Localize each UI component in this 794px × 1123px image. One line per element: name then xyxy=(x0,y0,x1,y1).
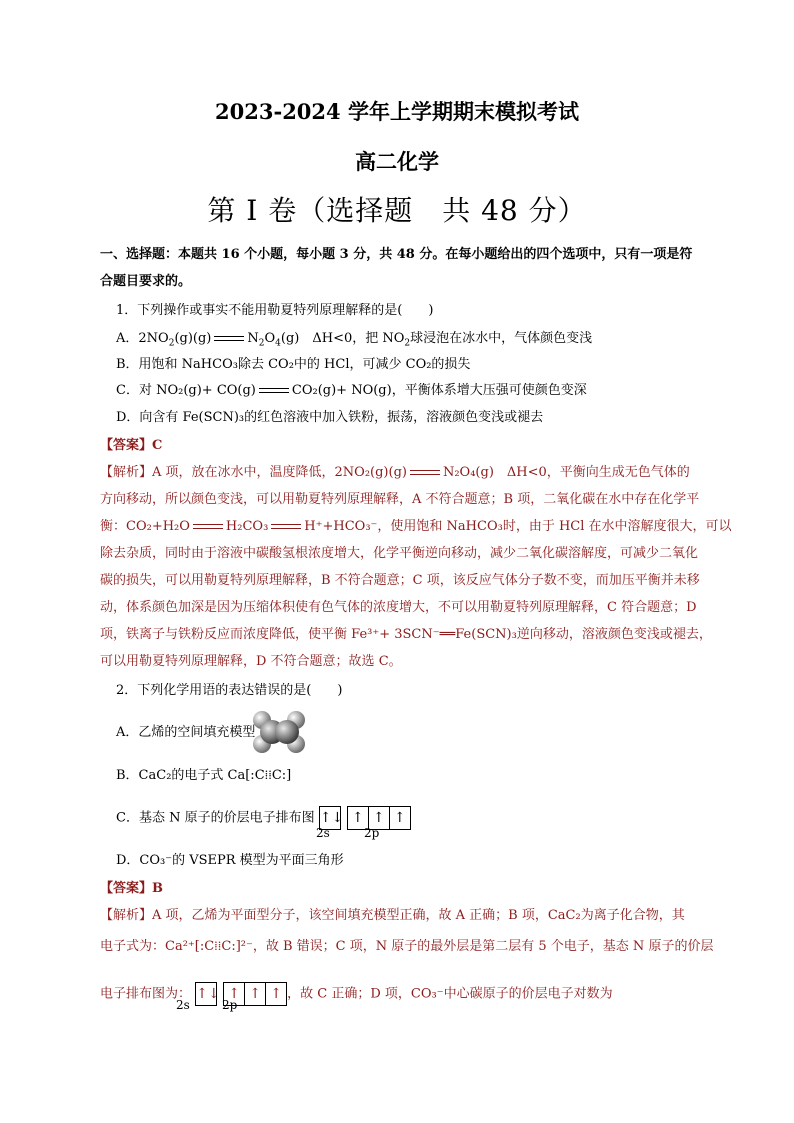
q2-option-c: C．基态 N 原子的价层电子排布图 ↑↓ ↑ ↑ ↑ xyxy=(116,806,736,830)
label-2s: 2s xyxy=(316,826,330,840)
q1-explanation-7: 项，铁离子与铁粉反应而浓度降低，使平衡 Fe³⁺+ 3SCN⁻══Fe(SCN)₃逆向移动，溶液颜色变浅或褪去， xyxy=(100,627,712,642)
q2-explanation-3: 电子排布图为： ↑↓ ↑ ↑ ↑ ，故 C 正确；D 项，CO₃⁻中心碳原子的价层电子对数为 xyxy=(100,982,720,1006)
orbital-2s: ↑↓ xyxy=(196,986,220,1002)
q2-option-a: A．乙烯的空间填充模型 xyxy=(116,725,256,740)
q1-option-a: A．$2NO_2(g)(g)$ $N_2O_4(g)$ ΔH<0，把 $NO_2$球浸泡在冰水中，气体颜色变浅 xyxy=(116,331,593,349)
q1-option-b: B．用饱和 NaHCO₃除去 CO₂中的 HCl，可减少 CO₂的损失 xyxy=(116,357,471,372)
orbital-2p-2: ↑ xyxy=(245,983,266,1005)
q2-option-d: D．CO₃⁻的 VSEPR 模型为平面三角形 xyxy=(116,853,344,868)
q2-stem: 2．下列化学用语的表达错误的是( ) xyxy=(116,683,343,698)
equilibrium-arrow-icon xyxy=(259,387,289,395)
label-2p: 2p xyxy=(364,826,380,840)
q1-explanation-3: 衡：CO₂+H₂O H₂CO₃ H⁺+HCO₃⁻，使用饱和 NaHCO₃时，由于 HCl 在水中溶解度很大，可以 xyxy=(100,519,732,534)
orbital-2p-2: ↑ xyxy=(369,807,390,829)
q1-explanation-2: 方向移动，所以颜色变浅，可以用勒夏特列原理解释，A 不符合题意；B 项，二氧化碳在水中存在化学平 xyxy=(100,492,700,507)
q1-option-d: D．向含有 Fe(SCN)₃的红色溶液中加入铁粉，振荡，溶液颜色变浅或褪去 xyxy=(116,410,544,425)
q2-explanation-2: 电子式为：Ca²⁺[:C⁞⁞C:]²⁻，故 B 错误；C 项，N 原子的最外层是第二层有 5 个电子，基态 N 原子的价层 xyxy=(100,939,714,954)
q1-option-c: C．对 NO₂(g)+ CO(g) CO₂(g)+ NO(g)，平衡体系增大压强可使颜色变深 xyxy=(116,383,587,398)
equilibrium-arrow-icon xyxy=(410,469,440,477)
q1-explanation-1: 【解析】A 项，放在冰水中，温度降低，2NO₂(g)(g) N₂O₄(g) ΔH<0，平衡向生成无色气体的 xyxy=(100,465,690,480)
equilibrium-arrow-icon xyxy=(271,523,301,531)
instructions-line-1: 一、选择题：本题共 16 个小题，每小题 3 分，共 48 分。在每小题给出的四个选项中，只有一项是符 xyxy=(100,247,693,262)
ethylene-space-filling-model-icon xyxy=(250,708,310,756)
q2-option-b: B．CaC₂的电子式 Ca[:C⁞⁞C:] xyxy=(116,768,292,783)
q2-explanation-1: 【解析】A 项，乙烯为平面型分子，该空间填充模型正确，故 A 正确；B 项，CaC₂为离子化合物，其 xyxy=(100,908,685,923)
q1-explanation-4: 除去杂质，同时由于溶液中碳酸氢根浓度增大，化学平衡逆向移动，减少二氧化碳溶解度，可减少二氧化 xyxy=(100,546,699,561)
exam-title: 2023-2024 学年上学期期末模拟考试 xyxy=(215,99,579,124)
label-2p: 2p xyxy=(222,998,238,1012)
equilibrium-arrow-icon xyxy=(193,523,223,531)
section-title: 第 I 卷（选择题 共 48 分） xyxy=(207,194,587,227)
exam-subject: 高二化学 xyxy=(355,149,439,174)
orbital-2p-3: ↑ xyxy=(393,810,406,826)
label-2s: 2s xyxy=(176,998,190,1012)
orbital-2p-3: ↑ xyxy=(270,986,283,1002)
q1-explanation-8: 可以用勒夏特列原理解释，D 不符合题意；故选 C。 xyxy=(100,654,402,669)
q2-answer: 【答案】B xyxy=(100,881,163,896)
orbital-2p-1: ↑ xyxy=(348,807,369,829)
instructions-line-2: 合题目要求的。 xyxy=(100,274,192,289)
orbital-2s: ↑↓ xyxy=(319,810,344,826)
orbital-2p-1: ↑ xyxy=(224,983,245,1005)
orbital-diagram xyxy=(195,982,220,1006)
q1-answer: 【答案】C xyxy=(100,438,163,453)
equilibrium-arrow-icon xyxy=(214,335,244,343)
q1-stem: 1．下列操作或事实不能用勒夏特列原理解释的是( ) xyxy=(116,303,434,318)
q1-explanation-6: 动，体系颜色加深是因为压缩体积使有色气体的浓度增大，不可以用勒夏特列原理解释，C 符合题意；D xyxy=(100,600,697,615)
q1-explanation-5: 碳的损失，可以用勒夏特列原理解释，B 不符合题意；C 项，该反应气体分子数不变，而加压平衡并未移 xyxy=(100,573,700,588)
